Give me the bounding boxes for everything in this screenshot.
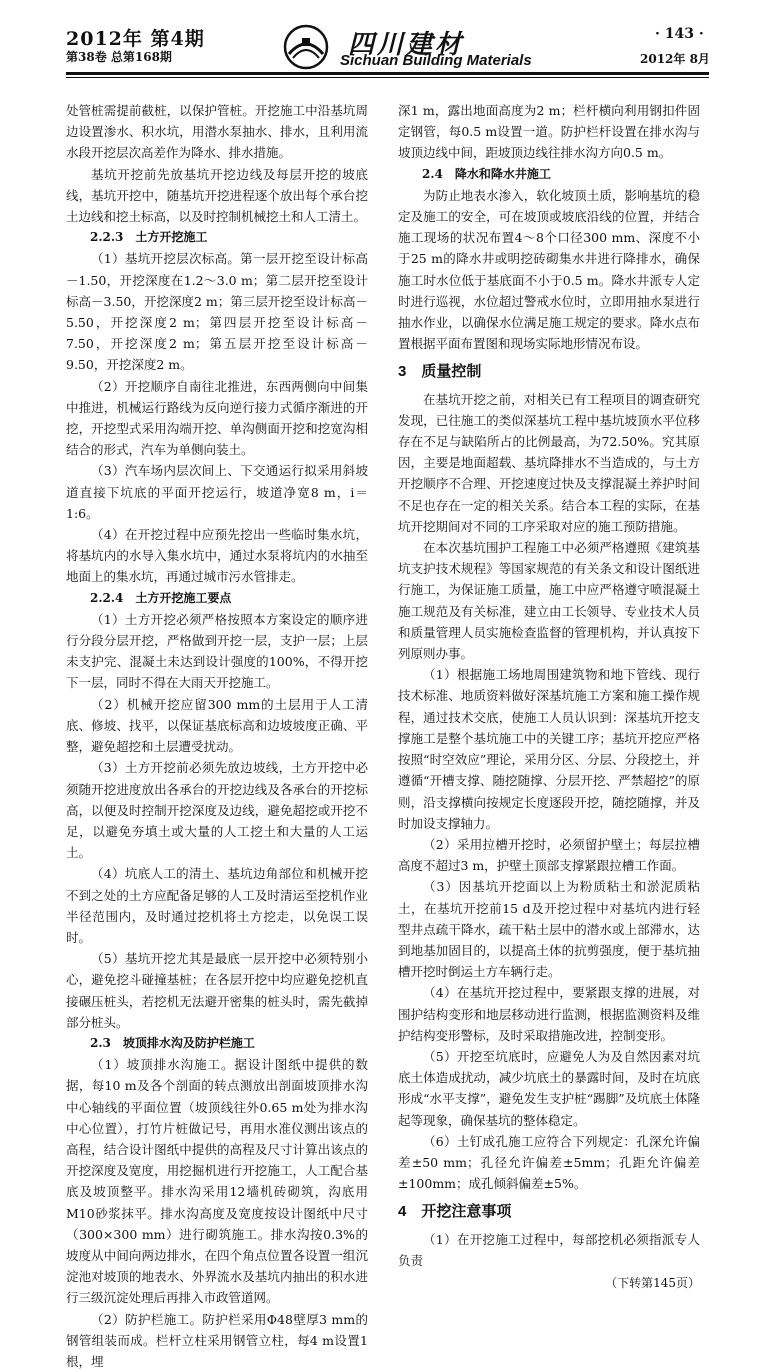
paragraph: （5）基坑开挖尤其是最底一层开挖中必须特别小心，避免挖斗碰撞基桩；在各层开挖中均应避免挖机直接碾压桩头，若挖机无法避开密集的桩头时，需先截掉部分桩头。 <box>66 951 368 1030</box>
header-rule-thick <box>66 72 709 75</box>
paragraph: 在本次基坑围护工程施工中必须严格遵照《建筑基坑支护技术规程》等国家规范的有关条文和设计图纸进行施工，为保证施工质量，施工中应严格遵守喷混凝土施工规范及有关标准，建立由工长领导、专业技术人员和质量管理人员实施检查监督的管理机构，并认真按下列原则办事。 <box>398 540 700 662</box>
paragraph: （4）在基坑开挖过程中，要紧跟支撑的进展，对围护结构变形和地层移动进行监测，根据监测资料及维护结构变形警标，及时采取措施改进，控制变形。 <box>398 985 700 1043</box>
paragraph: （1）土方开挖必须严格按照本方案设定的顺序进行分段分层开挖，严格做到开挖一层，支护一层；上层未支护完、混凝土未达到设计强度的100%，不得开挖下一层，同时不得在大雨天开挖施工。 <box>66 611 368 691</box>
section-heading: 4 开挖注意事项 <box>398 1203 512 1221</box>
paragraph: （2）防护栏施工。防护栏采用Φ48壁厚3 mm的钢管组装而成。栏杆立柱采用钢管立柱，每4 m设置1根，埋 <box>66 1311 368 1369</box>
paragraph: （2）开挖顺序自南往北推进，东西两侧向中间集中推进，机械运行路线为反向逆行接力式循序渐进的开挖，开挖型式采用沟端开挖、单沟侧面开挖和挖宽沟相结合的形式，汽车为单侧向装土。 <box>66 378 368 458</box>
paragraph: （2）采用拉槽开挖时，必须留护壁土；每层拉槽高度不超过3 m，护壁土顶部支撑紧跟拉槽工作面。 <box>398 836 700 874</box>
issue-date: 2012年 8月 <box>640 52 710 66</box>
journal-title-en: Sichuan Building Materials <box>340 52 532 69</box>
paragraph: 为防止地表水渗入，软化坡顶土质，影响基坑的稳定及施工的安全，可在坡顶或坡底沿线的位置，并结合施工现场的状况布置4～8个口径300 mm、深度不小于25 m的降水井或明挖砖砌集水井进行降排水，确保施工时水位低于基底面不小于0.5 m。降水井派专人定时进行巡视，水位超过警戒水位时，立即用抽水泵进行抽水作业，以确保水位满足施工规定的要求。降水点布置根据平面布置图和现场实际地形情况布设。 <box>398 187 700 352</box>
subsection-heading: 2.2.4 土方开挖施工要点 <box>90 590 232 605</box>
paragraph: （1）基坑开挖层次标高。第一层开挖至设计标高－1.50，开挖深度在1.2～3.0 m；第二层开挖至设计标高－3.50，开挖深度2 m；第三层开挖至设计标高－5.50，开挖深度2 m；第四层开挖至设计标高－7.50，开挖深度2 m；第五层开挖至设计标高－9.50，开挖深度2 m。 <box>66 251 368 373</box>
left-column <box>66 100 368 1372</box>
right-column <box>398 100 700 1294</box>
paragraph: （3）因基坑开挖面以上为粉质粘土和淤泥质粘土，在基坑开挖前15 d及开挖过程中对基坑内进行轻型井点疏干降水，疏干粘土层中的潜水或上部滞水，达到地基加固目的，以提高土体的抗剪强度，便于基坑抽槽开挖时倒运土方车辆行走。 <box>398 879 700 980</box>
paragraph: （3）土方开挖前必须先放边坡线，土方开挖中必须随开挖进度放出各承台的开挖边线及各承台的开挖标高，以便及时控制开挖深度及边线，避免超挖或开挖不足，以避免夯填土或大量的人工挖土和大量的人工运土。 <box>66 760 368 861</box>
paragraph: （6）土钉成孔施工应符合下列规定：孔深允许偏差±50 mm；孔径允许偏差±5mm；孔距允许偏差±100mm；成孔倾斜偏差±5%。 <box>398 1133 700 1192</box>
journal-logo-icon <box>283 24 329 70</box>
volume-label: 第38卷 总第168期 <box>66 50 172 64</box>
continuation-note: （下转第145页） <box>605 1275 700 1290</box>
paragraph: （4）在开挖过程中应预先挖出一些临时集水坑，将基坑内的水导入集水坑中，通过水泵将坑内的水抽至地面上的集水坑，再通过城市污水管排走。 <box>66 527 368 585</box>
paragraph: （1）根据施工场地周围建筑物和地下管线、现行技术标准、地质资料做好深基坑施工方案和施工操作规程，通过技术交底，使施工人员认识到：深基坑开挖支撑施工是整个基坑施工中的关键工序；基坑开挖应严格按照“时空效应”理论，采用分区、分层、分段挖土，并遵循“开槽支撑、随挖随撑、分层开挖、严禁超挖”的原则，沿支撑横向按规定长度逐段开挖，随挖随撑，并及时加设支撑轴力。 <box>398 667 700 831</box>
page-header <box>0 0 764 80</box>
header-rule-thin <box>66 77 709 78</box>
paragraph: （1）在开挖施工过程中，每部挖机必须指派专人负责 <box>398 1231 700 1268</box>
issue-label: 2012年 第4期 <box>66 28 205 50</box>
paragraph: 深1 m，露出地面高度为2 m；栏杆横向利用钢扣件固定钢管，每0.5 m设置一道。防护栏杆设置在排水沟与坡顶边线中间，距坡顶边线往排水沟方向0.5 m。 <box>398 103 700 161</box>
paragraph: 基坑开挖前先放基坑开挖边线及每层开挖的坡底线，基坑开挖中，随基坑开挖进程逐个放出每个承台挖土边线和挖土标高，以及时控制机械挖土和人工清土。 <box>66 166 368 225</box>
paragraph: （1）坡顶排水沟施工。据设计图纸中提供的数据，每10 m及各个剖面的转点测放出剖面坡顶排水沟中心轴线的平面位置（坡顶线往外0.65 m处为排水沟中心位置），打竹片桩做记号，再用水准仪测出该点的高程，结合设计图纸中提供的高程及尺寸计算出该点的开挖深度及宽度，用挖掘机进行开挖施工，人工配合基底及坡顶整平。排水沟采用12墙机砖砌筑，沟底用M10砂浆抹平。排水沟高度及宽度按设计图纸中尺寸（300×300 mm）进行砌筑施工。排水沟按0.3%的坡度从中间向两边排水，在四个角点位置各设置一组沉淀池对坡顶的地表水、外界流水及基坑内抽出的积水进行三级沉淀处理后再排入市政管道网。 <box>66 1057 368 1306</box>
paragraph: （5）开挖至坑底时，应避免人为及自然因素对坑底土体造成扰动，减少坑底土的暴露时间，及时在坑底形成“水平支撑”，避免发生支护桩“踢脚”及坑底土体隆起等现象，确保基坑的整体稳定。 <box>398 1048 700 1128</box>
paragraph: （3）汽车场内层次间上、下交通运行拟采用斜坡道直接下坑底的平面开挖运行，坡道净宽8 m，i＝1:6。 <box>66 463 368 521</box>
paragraph: 在基坑开挖之前，对相关已有工程项目的调查研究发现，已往施工的类似深基坑工程中基坑坡顶水平位移存在不足与缺陷所占的比例最高，为72.50%。究其原因，主要是地面超载、基坑降排水不当造成的，与土方开挖顺序不合理、开挖速度过快及支撑混凝土养护时间不足也存在一定的相关关系。结合本工程的实际，在基坑开挖期间对不同的工序采取对应的施工预防措施。 <box>398 391 700 534</box>
subsection-heading: 2.2.3 土方开挖施工 <box>90 230 208 245</box>
section-heading: 3 质量控制 <box>398 363 482 381</box>
page-number: · 143 · <box>655 26 704 42</box>
subsection-heading: 2.4 降水和降水井施工 <box>422 166 551 181</box>
paragraph: 处管桩需提前截桩，以保护管桩。开挖施工中沿基坑周边设置渗水、积水坑，用潜水泵抽水、排水，且利用流水段开挖层次高差作为降水、排水措施。 <box>66 103 368 161</box>
paragraph: （4）坑底人工的清土、基坑边角部位和机械开挖不到之处的土方应配备足够的人工及时清运至挖机作业半径范围内，及时通过挖机将土方挖走，以免误工误时。 <box>66 866 368 945</box>
journal-title-cn: 四川建材 <box>348 30 465 60</box>
paragraph: （2）机械开挖应留300 mm的土层用于人工清底、修坡、找平，以保证基底标高和边坡坡度正确、平整，避免超挖和土层遭受扰动。 <box>66 696 368 755</box>
subsection-heading: 2.3 坡顶排水沟及防护栏施工 <box>90 1035 255 1050</box>
